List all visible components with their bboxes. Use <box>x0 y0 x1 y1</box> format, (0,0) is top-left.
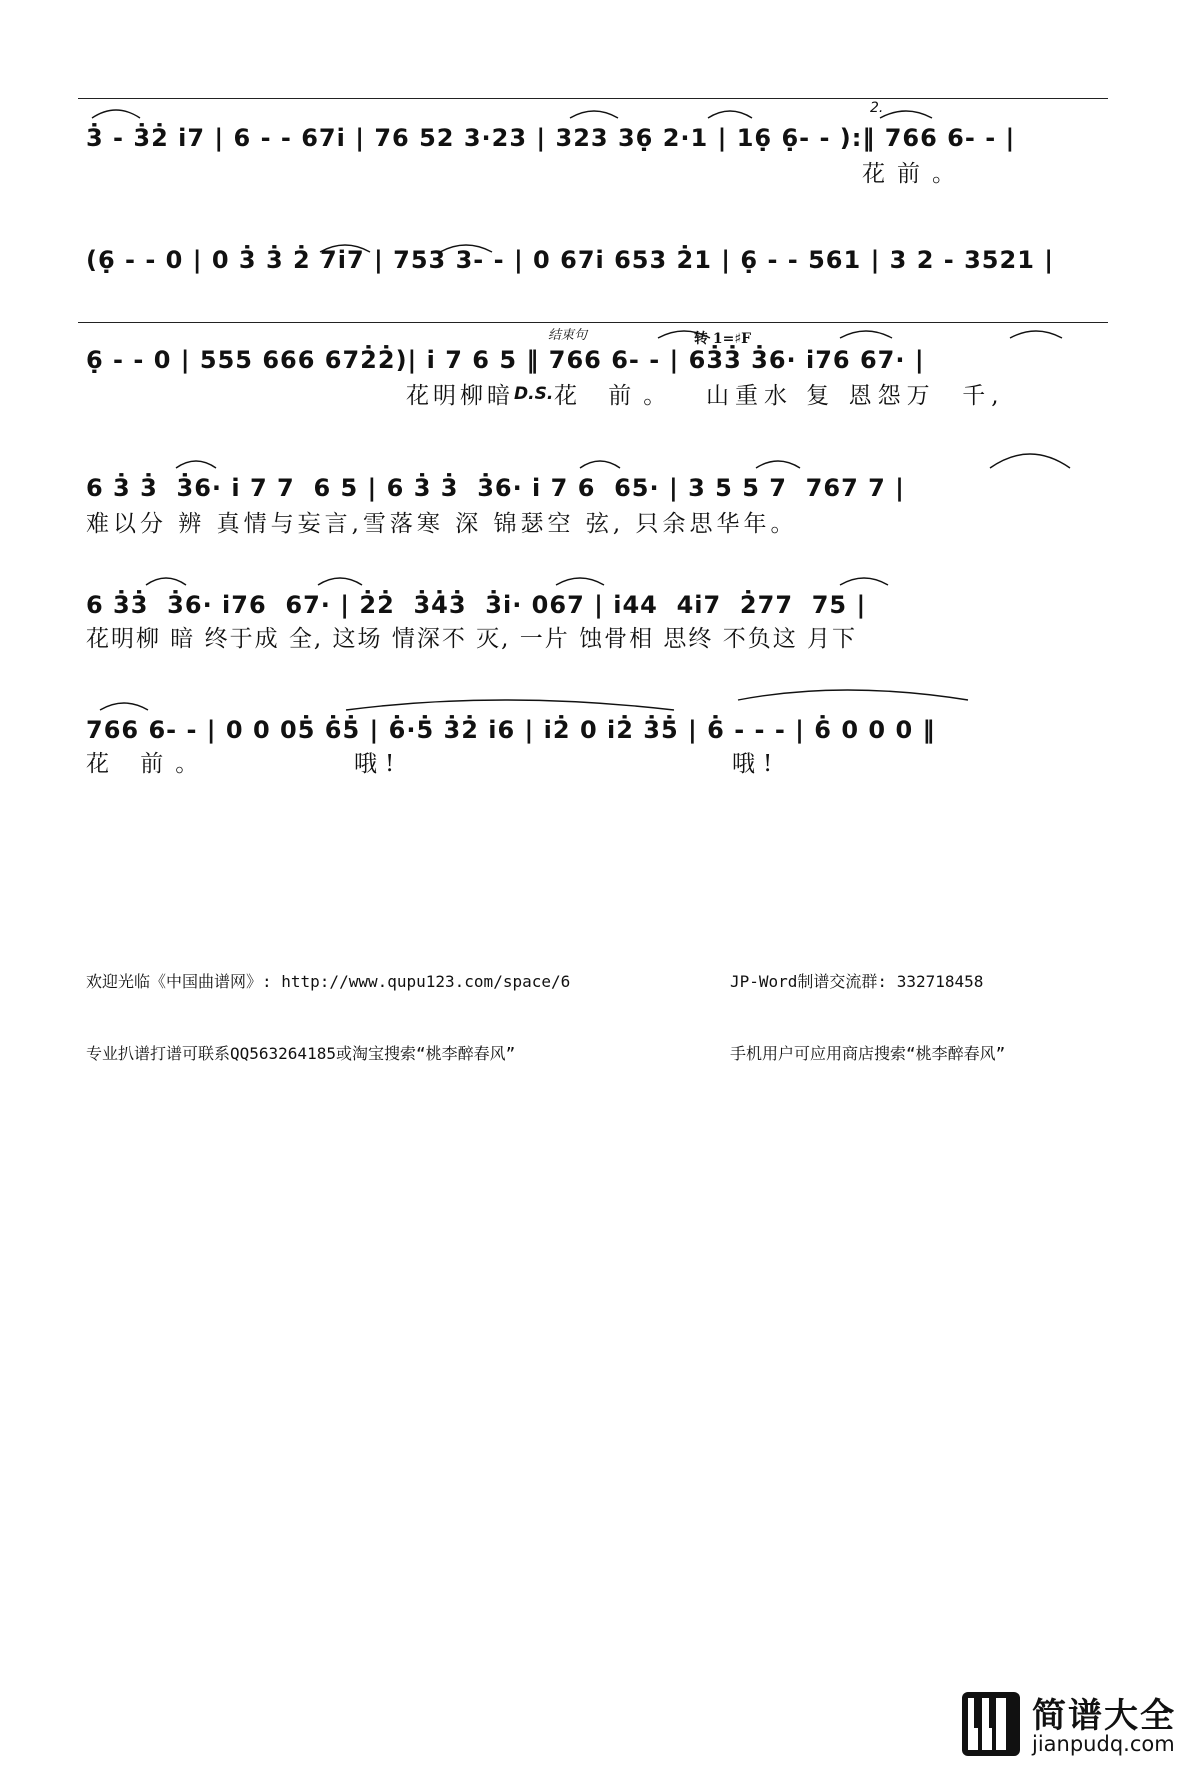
lyric-line-a: 花 前。 <box>86 751 211 777</box>
footer-right <box>730 922 1005 1114</box>
slur-arc <box>92 110 140 118</box>
lyric-line: 难以分 辨 真情与妄言,雪落寒 深 锦瑟空 弦, 只余思华年。 <box>86 511 798 537</box>
slur-arc <box>990 454 1070 468</box>
lyric-line-c: 哦! <box>732 751 781 777</box>
slur-arc <box>570 111 618 118</box>
slur-arc <box>708 111 752 118</box>
lyric-line: 花明柳 暗 终于成 全, 这场 情深不 灭, 一片 蚀骨相 思终 不负这 月下 <box>86 626 858 652</box>
lyric-line-mid: 花 前。 <box>554 383 679 409</box>
lyric-line-right: 山重水 复 恩怨万 千, <box>706 383 1005 409</box>
notation-line: (6̣ - - 0 | 0 3̇ 3̇ 2̇ 7i̇7 | 753 3- - | 0 67i̇ 653 2̇1 | 6̣ - - 561 | 3 2 - 3521 | <box>86 246 1055 274</box>
volta-ending-label: 2. <box>870 100 884 116</box>
slur-arc <box>318 578 362 585</box>
slur-arc <box>556 578 604 585</box>
footer-site-line: 欢迎光临《中国曲谱网》: http://www.qupu123.com/space/6 <box>86 972 571 991</box>
slur-arc <box>100 703 148 710</box>
dal-segno-mark: D.S. <box>514 384 554 404</box>
notation-line: 6 3̇ 3̇ 3̇6· i̇ 7 7 6 5 | 6 3̇ 3̇ 3̇6· i̇ 7 6 65· | 3 5 5 7 767 7 | <box>86 474 905 502</box>
slur-arc <box>658 331 710 338</box>
logo-title: 简谱大全 <box>1032 1696 1176 1736</box>
footer-left <box>86 922 570 1114</box>
site-logo <box>960 1688 1192 1760</box>
slur-arc <box>1010 331 1062 338</box>
footer-group-line: JP-Word制谱交流群: 332718458 <box>730 972 984 991</box>
lyric-line-left: 花明柳暗 <box>406 383 514 409</box>
slur-arc <box>840 578 888 585</box>
notation-line: 3̇ - 3̇2̇ i̇7 | 6 - - 67i̇ | 76 52 3·23 | 323 36̣ 2·1 | 16̣ 6̣- - ):‖ 766 6- - | <box>86 124 1016 152</box>
slur-arc <box>346 700 674 710</box>
slur-arc <box>440 245 492 252</box>
slur-arc <box>880 111 932 118</box>
slur-arc <box>580 461 620 468</box>
slur-arc <box>176 461 216 468</box>
ending-phrase-label: 结束句 <box>548 328 588 343</box>
piano-keys-icon <box>960 1688 1024 1760</box>
key-change-label: 转 1=♯F <box>694 331 752 347</box>
slur-arc <box>756 461 800 468</box>
footer-app-line: 手机用户可应用商店搜索“桃李醉春风” <box>730 1044 1006 1063</box>
logo-url: jianpudq.com <box>1032 1732 1175 1756</box>
notation-line: 766 6- - | 0 0 05̇ 6̇5̇ | 6̇·5̇ 3̇2̇ i̇6 | i̇2̇ 0 i̇2̇ 3̇5̇ | 6̇ - - - | 6̇ 0 0 0 ‖ <box>86 716 936 744</box>
slur-arc <box>840 331 892 338</box>
notation-line: 6 3̇3̇ 3̇6· i̇76 67· | 2̇2̇ 3̇4̇3̇ 3̇i̇· 067 | i̇44 4i̇7 2̇77 75 | <box>86 591 867 619</box>
lyric-line: 花前。 <box>862 161 967 187</box>
slur-arc <box>146 578 186 585</box>
slur-arc <box>738 690 968 700</box>
footer-contact-line: 专业扒谱打谱可联系QQ563264185或淘宝搜索“桃李醉春风” <box>86 1044 516 1063</box>
slur-arc <box>320 245 370 252</box>
lyric-line-b: 哦! <box>354 751 403 777</box>
notation-line: 6̣ - - 0 | 555 666 672̇2̇)| i̇ 7 6 5 ‖ 766 6- - | 63̇3̇ 3̇6· i̇76 67· | <box>86 346 925 374</box>
